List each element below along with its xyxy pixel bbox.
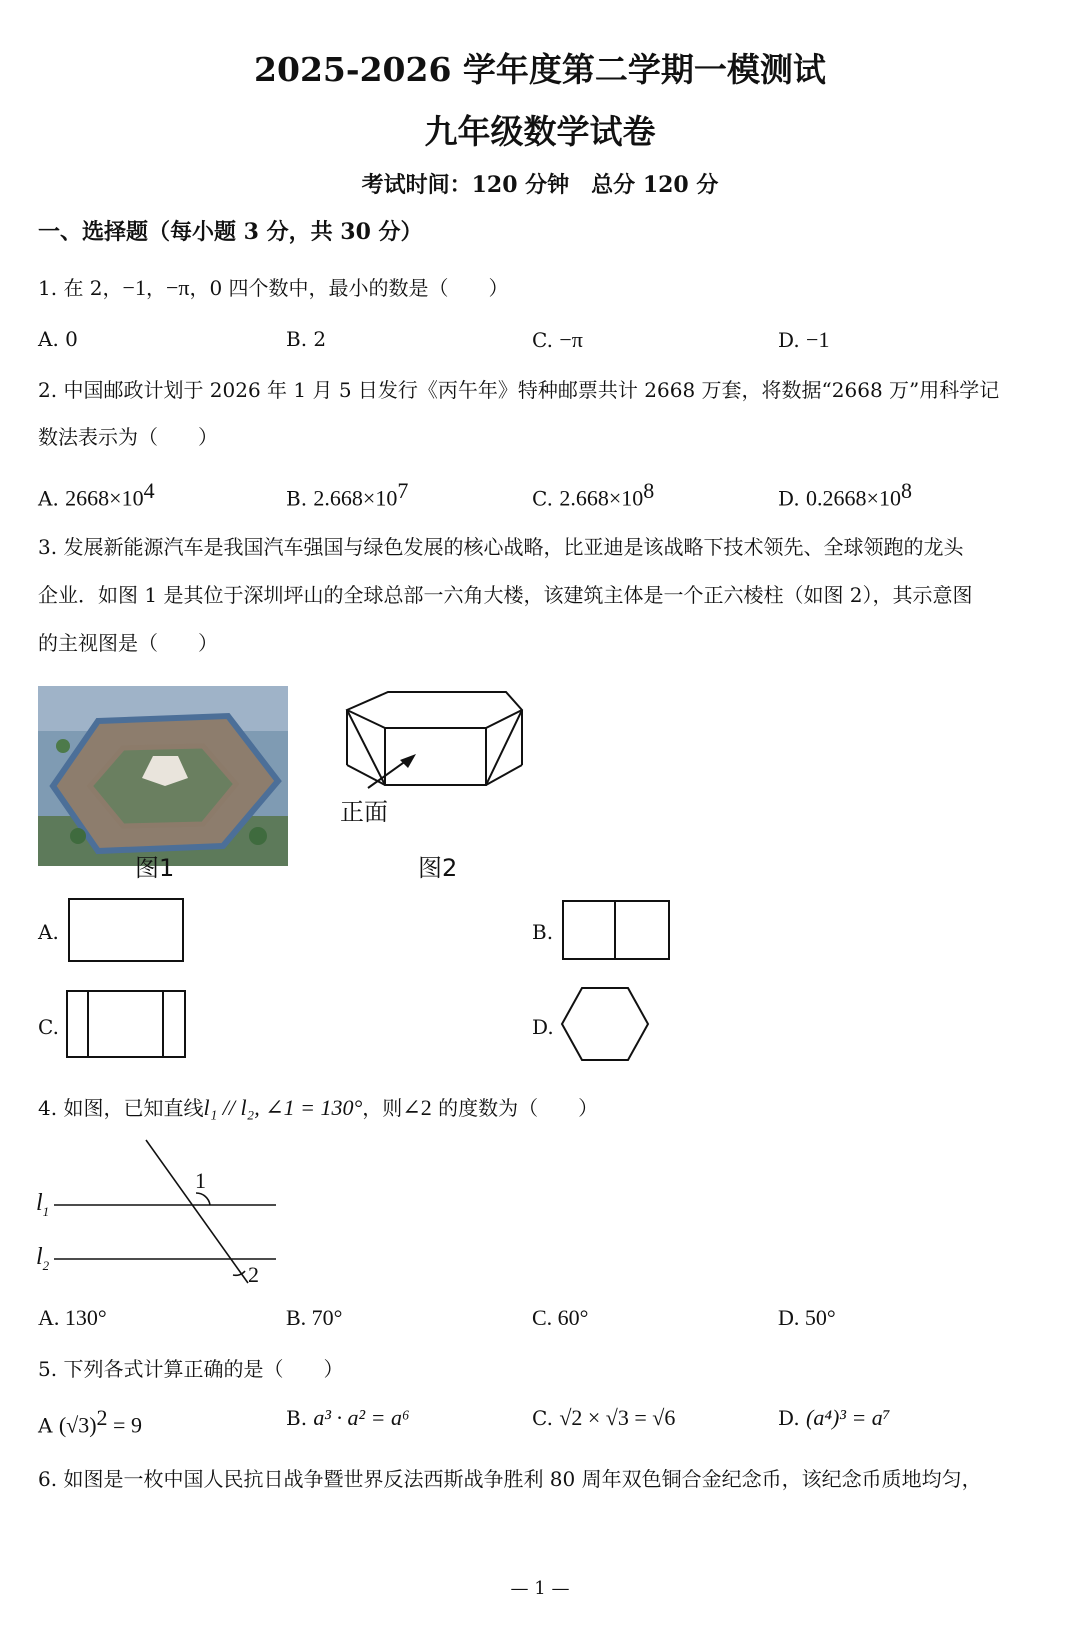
line-l1-label bbox=[36, 1190, 49, 1220]
q5-option-b[interactable] bbox=[286, 1405, 410, 1431]
q2-a-base: 2668×10 bbox=[65, 485, 144, 511]
q5-a-expr-base: (√3) bbox=[58, 1412, 97, 1438]
front-label: 正面 bbox=[340, 798, 388, 826]
q1-stem-a: 1. 在 2， bbox=[38, 276, 123, 300]
q3-option-a-figure[interactable] bbox=[68, 898, 186, 964]
q4-option-b[interactable]: B. 70° bbox=[286, 1305, 343, 1330]
question-1 bbox=[38, 272, 509, 301]
figure-1-label: 图1 bbox=[135, 854, 175, 882]
l2-subscript: 2 bbox=[42, 1257, 50, 1273]
q2-d-label: D. bbox=[778, 486, 800, 511]
q1-sep: ， bbox=[145, 276, 166, 300]
q3-option-c[interactable]: C. bbox=[38, 1015, 59, 1039]
figure-2-label: 图2 bbox=[418, 854, 458, 882]
question-3-line-3: 的主视图是（ ） bbox=[38, 631, 218, 655]
q2-a-label: A. bbox=[38, 486, 59, 511]
q2-c-exp: 8 bbox=[643, 478, 655, 503]
q5-b-label: B. bbox=[286, 1406, 308, 1430]
l1-subscript: 1 bbox=[42, 1203, 50, 1219]
exam-title: 2025-2026 学年度第二学期一模测试 bbox=[254, 50, 826, 89]
q1-d-label: D. bbox=[778, 328, 800, 352]
q1-option-d[interactable] bbox=[778, 327, 829, 353]
q4-stem-c: 的度数为（ ） bbox=[431, 1096, 599, 1120]
q5-option-c[interactable] bbox=[532, 1405, 675, 1431]
q4-condition: l₁ // l₂, ∠1 = 130° bbox=[203, 1095, 363, 1120]
angle-2-label: 2 bbox=[248, 1262, 259, 1287]
q5-d-expr: (a⁴)³ = a⁷ bbox=[806, 1405, 891, 1430]
angle-1-label: 1 bbox=[195, 1168, 206, 1193]
q2-b-exp: 7 bbox=[397, 478, 409, 503]
page-number: — 1 — bbox=[510, 1578, 570, 1599]
question-3-line-2: 企业．如图 1 是其位于深圳坪山的全球总部一六角大楼，该建筑主体是一个正六棱柱（如图 2），其示意图 bbox=[38, 583, 973, 607]
l2-letter: l bbox=[36, 1244, 43, 1270]
q1-option-b[interactable]: B. 2 bbox=[286, 327, 327, 351]
q1-option-c[interactable] bbox=[532, 327, 583, 353]
q2-option-d[interactable] bbox=[778, 478, 912, 512]
q2-option-b[interactable] bbox=[286, 478, 408, 512]
line-l2-label bbox=[36, 1244, 49, 1274]
q5-c-expr: √2 × √3 = √6 bbox=[559, 1405, 676, 1430]
q4-option-c[interactable]: C. 60° bbox=[532, 1305, 589, 1330]
question-2-line-1: 2. 中国邮政计划于 2026 年 1 月 5 日发行《丙午年》特种邮票共计 2668 万套，将数据“2668 万”用科学记 bbox=[38, 378, 1000, 402]
q1-option-a[interactable]: A. 0 bbox=[38, 327, 78, 351]
q3-option-b-figure[interactable] bbox=[562, 900, 672, 962]
question-2-line-2: 数法表示为（ ） bbox=[38, 425, 218, 449]
question-4 bbox=[38, 1092, 598, 1121]
q2-option-c[interactable] bbox=[532, 478, 654, 512]
q5-option-d[interactable] bbox=[778, 1405, 890, 1431]
q1-neg-one: −1 bbox=[122, 275, 146, 300]
q2-option-a[interactable] bbox=[38, 478, 155, 512]
q3-option-d-figure[interactable] bbox=[560, 986, 650, 1064]
q2-d-base: 0.2668×10 bbox=[806, 485, 901, 511]
q5-a-expr-rest: = 9 bbox=[107, 1412, 142, 1438]
q1-stem-b: ，0 四个数中，最小的数是（ ） bbox=[189, 276, 509, 300]
q3-option-b[interactable]: B. bbox=[532, 920, 554, 944]
q1-neg-pi: −π bbox=[165, 275, 190, 300]
q3-option-d[interactable]: D. bbox=[532, 1015, 554, 1039]
q5-a-label: A bbox=[38, 1413, 53, 1438]
q2-d-exp: 8 bbox=[900, 478, 912, 503]
exam-subtitle: 九年级数学试卷 bbox=[424, 112, 656, 151]
q4-stem-b: ，则 bbox=[362, 1096, 403, 1120]
q2-c-label: C. bbox=[532, 486, 553, 511]
q2-a-exp: 4 bbox=[143, 478, 155, 503]
q5-b-expr: a³ · a² = a⁶ bbox=[313, 1405, 410, 1430]
section-heading: 一、选择题（每小题 3 分，共 30 分） bbox=[38, 219, 423, 245]
q5-a-expr-exp: 2 bbox=[96, 1405, 108, 1430]
q5-c-label: C. bbox=[532, 1406, 553, 1430]
q4-angle-2: ∠2 bbox=[402, 1095, 432, 1120]
question-6-line-1: 6. 如图是一枚中国人民抗日战争暨世界反法西斯战争胜利 80 周年双色铜合金纪念币，该纪念币质地均匀， bbox=[38, 1467, 982, 1491]
l1-letter: l bbox=[36, 1190, 43, 1216]
q3-option-a[interactable]: A. bbox=[38, 920, 59, 944]
q2-b-base: 2.668×10 bbox=[313, 485, 398, 511]
q1-c-label: C. bbox=[532, 328, 553, 352]
q2-c-base: 2.668×10 bbox=[559, 485, 644, 511]
q2-b-label: B. bbox=[286, 486, 308, 511]
building-photo bbox=[38, 686, 288, 866]
q1-c-value: −π bbox=[559, 327, 583, 352]
question-3-line-1: 3. 发展新能源汽车是我国汽车强国与绿色发展的核心战略，比亚迪是该战略下技术领先、全球领跑的龙头 bbox=[38, 535, 964, 559]
question-5: 5. 下列各式计算正确的是（ ） bbox=[38, 1357, 344, 1381]
q5-option-a[interactable] bbox=[38, 1405, 142, 1439]
q5-d-label: D. bbox=[778, 1406, 800, 1430]
q1-d-value: −1 bbox=[806, 327, 830, 352]
exam-info: 考试时间：120 分钟 总分 120 分 bbox=[361, 172, 719, 198]
q4-stem-a: 4. 如图，已知直线 bbox=[38, 1096, 204, 1120]
q4-option-a[interactable]: A. 130° bbox=[38, 1305, 107, 1330]
q4-option-d[interactable]: D. 50° bbox=[778, 1305, 836, 1330]
q3-option-c-figure[interactable] bbox=[66, 990, 188, 1060]
